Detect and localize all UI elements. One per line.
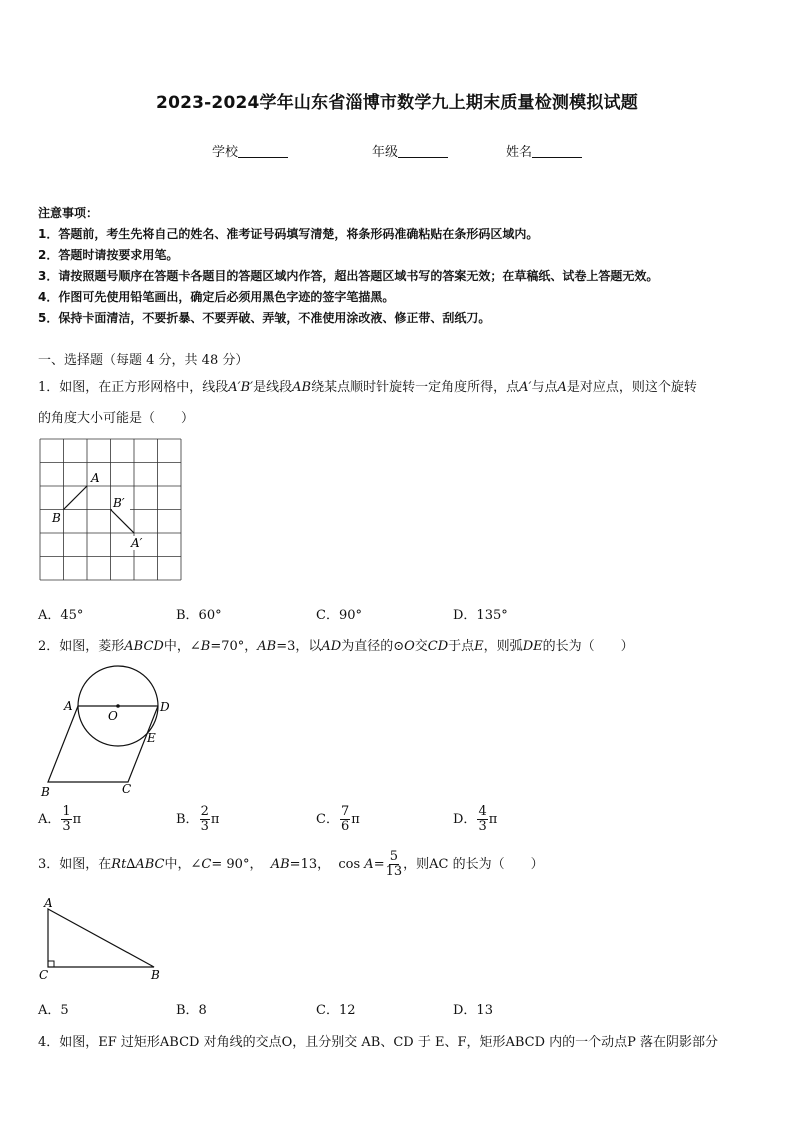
q1-option-b[interactable]: B．60° — [176, 608, 222, 623]
note-item: 5．保持卡面清洁，不要折暴、不要弄破、弄皱，不准使用涂改液、修正带、刮纸刀。 — [38, 311, 491, 325]
label-d: D — [160, 700, 170, 714]
q2-option-d[interactable]: D． $\frac{4}{3}$ π — [453, 804, 498, 834]
label-e: E — [147, 731, 156, 745]
q1-option-c[interactable]: C．90° — [316, 608, 362, 623]
q2-option-b[interactable]: B． $\frac{2}{3}$ π — [176, 804, 220, 834]
question-3-triangle-figure — [36, 895, 166, 985]
note-item: 2．答题时请按要求用笔。 — [38, 248, 179, 262]
question-1-text: 1．如图，在正方形网格中，线段A′B′是线段AB绕某点顺时针旋转一定角度所得，点A′与点A是对应点，则这个旋转 — [38, 380, 697, 395]
school-field — [212, 141, 288, 160]
note-item: 1．答题前，考生先将自己的姓名、准考证号码填写清楚，将条形码准确粘贴在条形码区域内。 — [38, 227, 539, 241]
segment-ab — [64, 486, 88, 510]
note-item: 4．作图可先使用铅笔画出，确定后必须用黑色字迹的签字笔描黑。 — [38, 290, 395, 304]
q2-option-a[interactable]: A． $\frac{1}{3}$ π — [38, 804, 82, 834]
label-b: B — [151, 968, 160, 982]
label-a: A — [91, 471, 100, 485]
note-item: 3．请按照题号顺序在答题卡各题目的答题区域内作答，超出答题区域书写的答案无效；在草稿纸、试卷上答题无效。 — [38, 269, 659, 283]
label-a: A — [64, 699, 73, 713]
q1-option-d[interactable]: D．135° — [453, 608, 508, 623]
notes-heading: 注意事项： — [38, 206, 99, 220]
q3-option-b[interactable]: B．8 — [176, 1003, 207, 1018]
question-1-text-line2: 的角度大小可能是（ ） — [38, 411, 195, 426]
label-b: B — [41, 785, 50, 799]
label-o: O — [108, 709, 118, 723]
name-blank — [532, 145, 582, 158]
label-c: C — [39, 968, 49, 982]
name-label: 姓名 — [506, 145, 533, 160]
segment-a2b2 — [111, 510, 135, 534]
label-b: B — [52, 511, 61, 525]
right-angle-mark — [48, 961, 54, 967]
school-label: 学校 — [212, 145, 239, 160]
grade-blank — [398, 145, 448, 158]
q3-option-c[interactable]: C．12 — [316, 1003, 356, 1018]
grade-field — [372, 141, 448, 160]
q1-option-a[interactable]: A．45° — [38, 608, 84, 623]
label-a: A — [44, 896, 53, 910]
name-field — [506, 141, 582, 160]
question-4-text: 4．如图，EF 过矩形ABCD 对角线的交点O，且分别交 AB、CD 于 E、F，矩形ABCD 内的一个动点P 落在阴影部分 — [38, 1035, 719, 1050]
page-title: 2023-2024学年山东省淄博市数学九上期末质量检测模拟试题 — [156, 93, 638, 113]
q3-option-a[interactable]: A．5 — [38, 1003, 69, 1018]
school-blank — [238, 145, 288, 158]
rhombus-abcd — [48, 706, 158, 782]
q3-option-d[interactable]: D．13 — [453, 1003, 493, 1018]
label-a-prime: A′ — [131, 536, 143, 550]
question-2-rhombus-figure — [36, 660, 181, 800]
center-point — [116, 704, 120, 708]
q2-option-c[interactable]: C． $\frac{7}{6}$ π — [316, 804, 360, 834]
section-heading: 一、选择题（每题 4 分，共 48 分） — [38, 353, 249, 368]
label-c: C — [122, 782, 132, 796]
grade-label: 年级 — [372, 145, 399, 160]
question-1-grid-figure — [38, 437, 184, 583]
label-b-prime: B′ — [113, 496, 125, 510]
triangle-abc — [48, 909, 154, 967]
question-2-text: 2．如图，菱形ABCD中，∠B=70°，AB=3，以AD为直径的⊙O交CD于点E，则弧DE的长为（ ） — [38, 639, 634, 654]
question-3-text: 3．如图，在Rt∆ABC中，∠C= 90°， AB=13， cos A= $\frac{5}{13}$ ，则AC 的长为（ ） — [38, 849, 544, 879]
